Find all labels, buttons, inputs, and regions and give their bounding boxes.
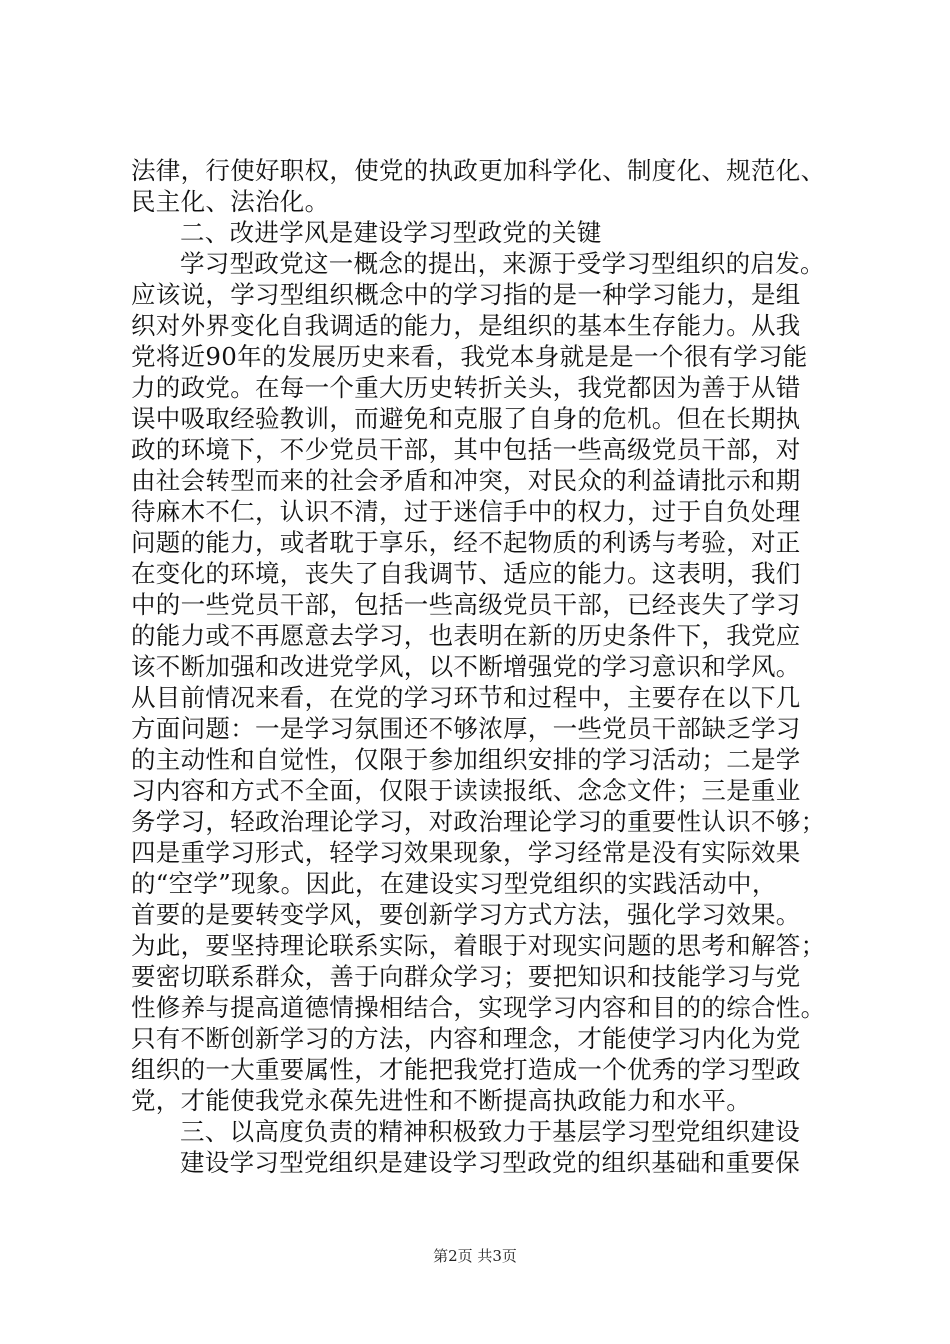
- text-line: 应该说，学习型组织概念中的学习指的是一种学习能力，是组: [131, 280, 801, 309]
- text-line: 要密切联系群众，善于向群众学习；要把知识和技能学习与党: [131, 962, 801, 991]
- text-line: 由社会转型而来的社会矛盾和冲突，对民众的利益请批示和期: [131, 466, 801, 495]
- text-line: 组织的一大重要属性，才能把我党打造成一个优秀的学习型政: [131, 1055, 801, 1084]
- text-line: 务学习，轻政治理论学习，对政治理论学习的重要性认识不够；: [131, 807, 826, 836]
- text-line: 法律，行使好职权，使党的执政更加科学化、制度化、规范化、: [131, 156, 826, 185]
- text-line: 的能力或不再愿意去学习，也表明在新的历史条件下，我党应: [131, 621, 801, 650]
- text-line: 四是重学习形式，轻学习效果现象，学习经常是没有实际效果: [131, 838, 801, 867]
- text-line: 为此，要坚持理论联系实际，着眼于对现实问题的思考和解答；: [131, 931, 826, 960]
- text-line: 党将近90年的发展历史来看，我党本身就是是一个很有学习能: [131, 342, 808, 371]
- text-line: 方面问题：一是学习氛围还不够浓厚，一些党员干部缺乏学习: [131, 714, 801, 743]
- text-line: 的主动性和自觉性，仅限于参加组织安排的学习活动；二是学: [131, 745, 801, 774]
- text-line: 问题的能力，或者耽于享乐，经不起物质的利诱与考验，对正: [131, 528, 801, 557]
- text-line: 从目前情况来看，在党的学习环节和过程中，主要存在以下几: [131, 683, 801, 712]
- text-line: 性修养与提高道德情操相结合，实现学习内容和目的的综合性。: [131, 993, 826, 1022]
- text-line: 只有不断创新学习的方法，内容和理念，才能使学习内化为党: [131, 1024, 801, 1053]
- text-line: 该不断加强和改进党学风，以不断增强党的学习意识和学风。: [131, 652, 801, 681]
- text-line: 力的政党。在每一个重大历史转折关头，我党都因为善于从错: [131, 373, 801, 402]
- text-line: 民主化、法治化。: [131, 187, 330, 216]
- page-footer: 第2页 共3页: [433, 1247, 517, 1265]
- text-line: 党，才能使我党永葆先进性和不断提高执政能力和水平。: [131, 1086, 751, 1115]
- text-line: 三、以高度负责的精神积极致力于基层学习型党组织建设: [180, 1117, 800, 1146]
- text-line: 织对外界变化自我调适的能力，是组织的基本生存能力。从我: [131, 311, 801, 340]
- text-line: 首要的是要转变学风，要创新学习方式方法，强化学习效果。: [131, 900, 801, 929]
- text-line: 政的环境下，不少党员干部，其中包括一些高级党员干部，对: [131, 435, 801, 464]
- text-line: 误中吸取经验教训，而避免和克服了自身的危机。但在长期执: [131, 404, 801, 433]
- text-line: 的“空学”现象。因此，在建设实习型党组织的实践活动中，: [131, 869, 777, 898]
- text-line: 中的一些党员干部，包括一些高级党员干部，已经丧失了学习: [131, 590, 801, 619]
- text-line: 二、改进学风是建设学习型政党的关键: [180, 218, 602, 247]
- text-line: 在变化的环境，丧失了自我调节、适应的能力。这表明，我们: [131, 559, 801, 588]
- text-line: 待麻木不仁，认识不清，过于迷信手中的权力，过于自负处理: [131, 497, 801, 526]
- text-line: 学习型政党这一概念的提出，来源于受学习型组织的启发。: [180, 249, 825, 278]
- text-line: 建设学习型党组织是建设学习型政党的组织基础和重要保: [180, 1148, 800, 1177]
- text-line: 习内容和方式不全面，仅限于读读报纸、念念文件；三是重业: [131, 776, 801, 805]
- document-body: [131, 155, 851, 1178]
